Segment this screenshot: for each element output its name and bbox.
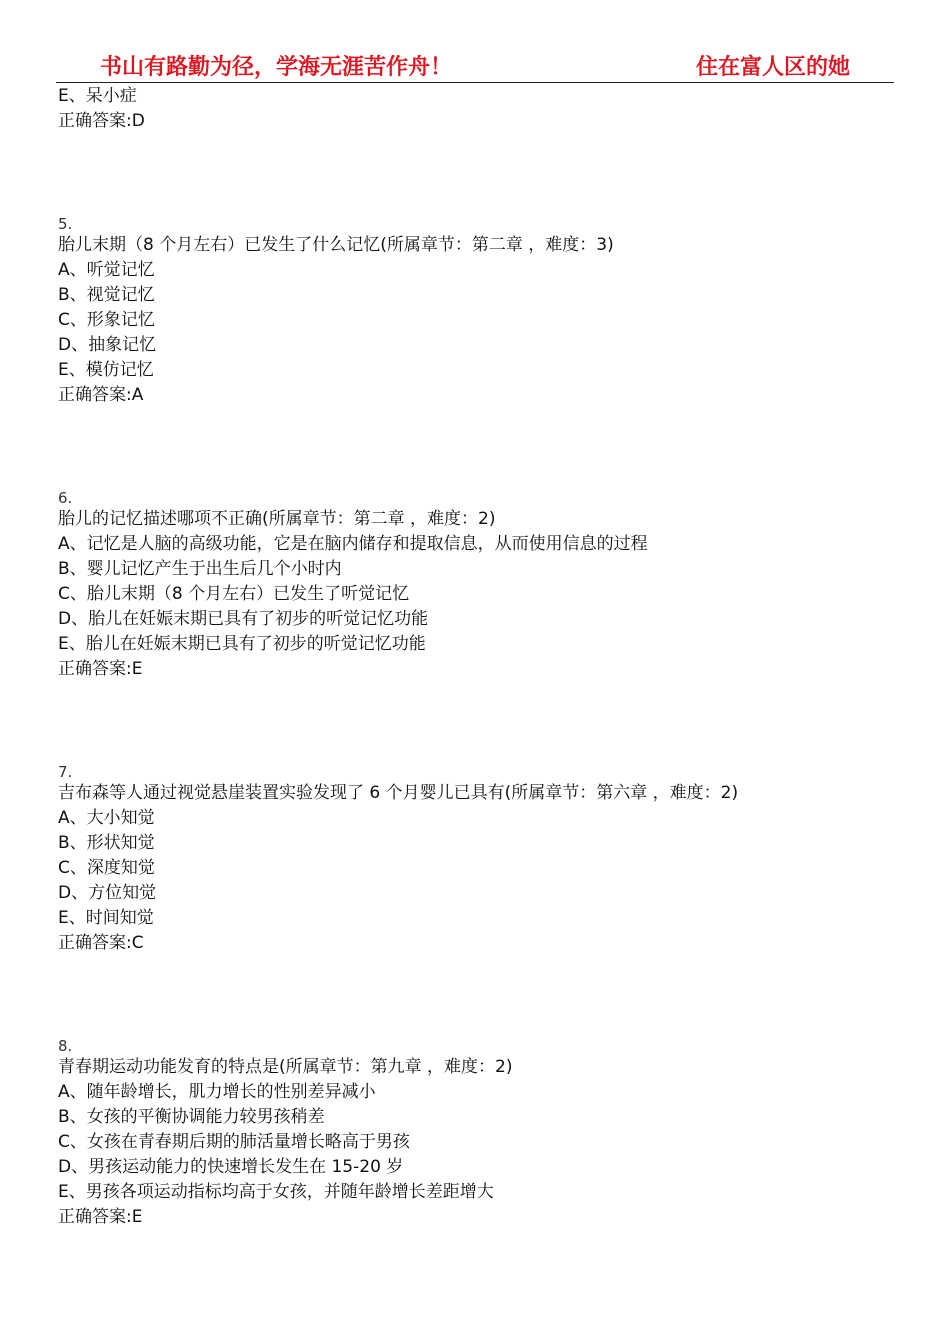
correct-answer: 正确答案:A	[58, 385, 144, 405]
option-b: B、形状知觉	[58, 833, 155, 853]
correct-answer: 正确答案:E	[58, 659, 143, 679]
correct-answer: 正确答案:E	[58, 1207, 143, 1227]
option-e: E、男孩各项运动指标均高于女孩，并随年龄增长差距增大	[58, 1182, 494, 1202]
option-e: E、时间知觉	[58, 908, 154, 928]
question-stem: 胎儿的记忆描述哪项不正确(所属章节：第二章 ，难度：2)	[58, 509, 496, 529]
question-number: 8.	[58, 1037, 73, 1055]
option-c: C、形象记忆	[58, 310, 155, 330]
option-d: D、抽象记忆	[58, 335, 157, 355]
option-b: B、视觉记忆	[58, 285, 155, 305]
header-author: 住在富人区的她	[695, 54, 850, 80]
option-b: B、女孩的平衡协调能力较男孩稍差	[58, 1107, 325, 1127]
option-a: A、随年龄增长，肌力增长的性别差异减小	[58, 1082, 376, 1102]
option-a: A、听觉记忆	[58, 260, 155, 280]
question-stem: 吉布森等人通过视觉悬崖装置实验发现了 6 个月婴儿已具有(所属章节：第六章 ，难度：2)	[58, 783, 739, 803]
question-number: 5.	[58, 215, 73, 233]
question-number: 6.	[58, 489, 73, 507]
option-e: E、模仿记忆	[58, 360, 154, 380]
option-b: B、婴儿记忆产生于出生后几个小时内	[58, 559, 342, 579]
carryover-option-e: E、呆小症	[58, 86, 137, 106]
page-header	[56, 46, 894, 83]
question-stem: 胎儿末期（8 个月左右）已发生了什么记忆(所属章节：第二章 ，难度：3)	[58, 235, 614, 255]
option-d: D、男孩运动能力的快速增长发生在 15-20 岁	[58, 1157, 404, 1177]
header-motto: 书山有路勤为径，学海无涯苦作舟！	[100, 54, 453, 80]
option-d: D、方位知觉	[58, 883, 157, 903]
carryover-answer: 正确答案:D	[58, 111, 145, 131]
option-c: C、深度知觉	[58, 858, 155, 878]
option-c: C、女孩在青春期后期的肺活量增长略高于男孩	[58, 1132, 410, 1152]
question-number: 7.	[58, 763, 73, 781]
correct-answer: 正确答案:C	[58, 933, 144, 953]
option-c: C、胎儿末期（8 个月左右）已发生了听觉记忆	[58, 584, 410, 604]
question-stem: 青春期运动功能发育的特点是(所属章节：第九章 ，难度：2)	[58, 1057, 513, 1077]
option-e: E、胎儿在妊娠末期已具有了初步的听觉记忆功能	[58, 634, 426, 654]
option-a: A、记忆是人脑的高级功能，它是在脑内储存和提取信息，从而使用信息的过程	[58, 534, 648, 554]
option-d: D、胎儿在妊娠末期已具有了初步的听觉记忆功能	[58, 609, 429, 629]
option-a: A、大小知觉	[58, 808, 155, 828]
